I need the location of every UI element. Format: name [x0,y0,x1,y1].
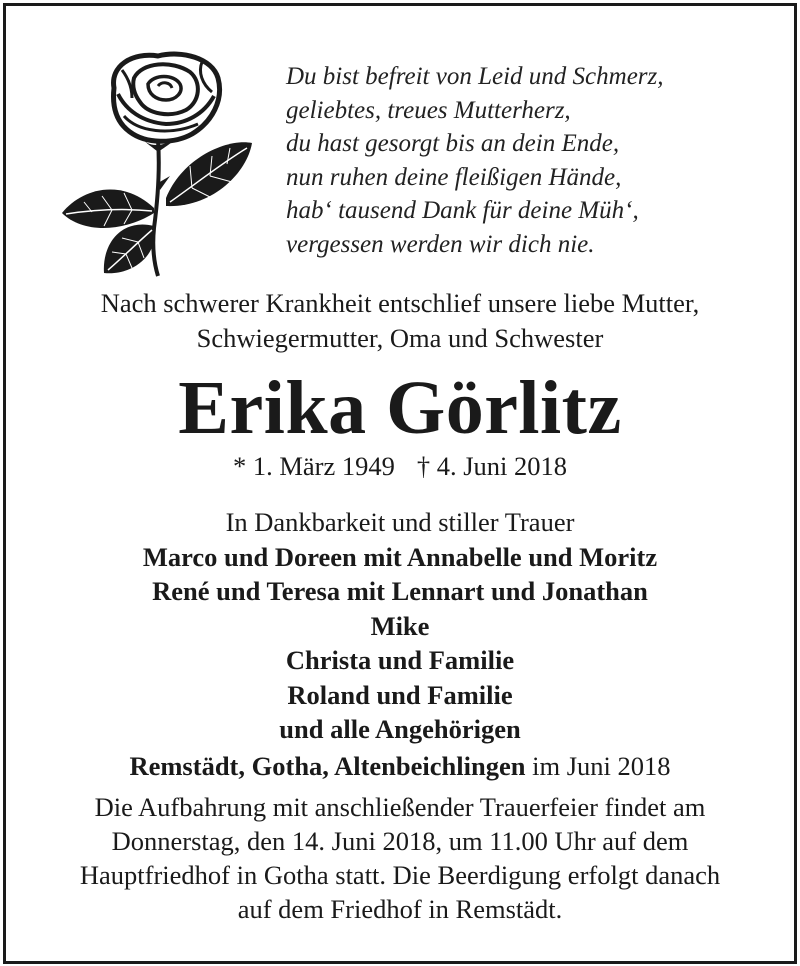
deceased-name: Erika Görlitz [178,366,622,450]
notice-line: Donnerstag, den 14. Juni 2018, um 11.00 Uhr auf dem [111,826,689,856]
poem-line: geliebtes, treues Mutterherz, [286,96,571,124]
poem-line: du hast gesorgt bis an dein Ende, [286,130,620,158]
mourner-line: Roland und Familie [287,679,513,710]
poem-line: hab‘ tausend Dank für deine Müh‘, [286,197,639,225]
notice-line: Hauptfriedhof in Gotha statt. Die Beerdigung erfolgt danach [79,860,721,890]
funeral-notice [0,790,800,926]
notice-line: auf dem Friedhof in Remstädt. [237,894,563,924]
notice-line: Die Aufbahrung mit anschließender Trauerfeier findet am [94,792,706,822]
death-date: † 4. Juni 2018 [416,451,568,481]
life-dates [0,450,800,482]
mourner-line: Christa und Familie [285,645,515,675]
intro-text [0,286,800,356]
intro-line: Nach schwerer Krankheit entschlief unsere liebe Mutter, [100,288,700,318]
poem [286,60,664,262]
mourner-line: René und Teresa mit Lennart und Jonathan [152,576,648,606]
intro-line: Schwiegermutter, Oma und Schwester [196,323,604,353]
places: Remstädt, Gotha, Altenbeichlingen [129,751,526,781]
mourner-line: und alle Angehörigen [279,714,521,744]
mourner-line: Mike [370,610,430,641]
month-year: im Juni 2018 [525,751,671,781]
birth-date: * 1. März 1949 [232,451,395,481]
place-date-line [0,750,800,782]
mourner-line: Marco und Doreen mit Annabelle und Moritz [142,541,658,572]
mourners-block [0,505,800,747]
poem-line: nun ruhen deine fleißigen Hände, [286,163,622,191]
poem-line: Du bist befreit von Leid und Schmerz, [286,63,664,90]
mourners-intro: In Dankbarkeit und stiller Trauer [225,507,575,537]
poem-line: vergessen werden wir dich nie. [286,230,595,258]
rose-icon [62,48,260,278]
